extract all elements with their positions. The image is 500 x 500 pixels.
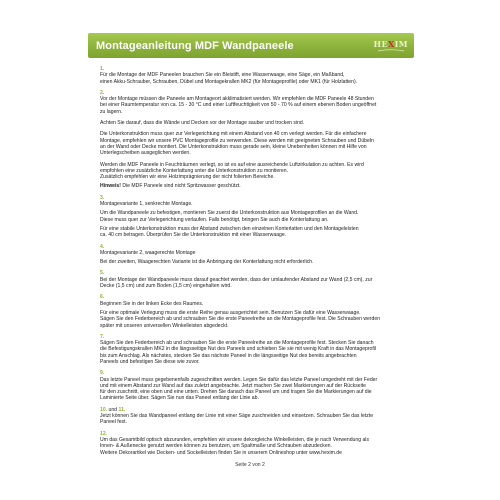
step-3-line: ca. 40 cm betragen. Überprüfen Sie die Unterkonstruktion mit einer Wasserwaage. xyxy=(100,232,287,239)
substructure-line: Unterlegscheiben ausgeglichen werden. xyxy=(100,150,191,157)
step-6-line: später mit unseren universellen Winkelleisten abgedeckt. xyxy=(100,322,229,329)
step-3-line: Für eine stabile Unterkonstruktion muss der Abstand zwischen den einzelnen Konterlatten und den Montageleisten xyxy=(100,225,359,232)
step-6-line: Sägen Sie den Federbereich ab und schrauben Sie die erste Paneelreihe an die Montageprofile fest. Die Schrauben werden xyxy=(100,316,381,323)
step-9-line: und mit einem Abstand zur Wand auf das zuletzt angebrachte. Jetzt machen Sie zwei Markierungen auf der Rückseite xyxy=(100,382,366,389)
document-title: Montageanleitung MDF Wandpaneele xyxy=(96,39,294,52)
step-6-line: Für eine optimale Verlegung muss die erste Reihe genau ausgerichtet sein. Benutzen Sie dafür eine Wasserwaage. xyxy=(100,309,361,316)
step-7-line: Sägen Sie den Federbereich ab und schrauben Sie die erste Paneelreihe an die Montageprofile fest. Stecken Sie danach xyxy=(100,340,374,347)
step-4-line: Bei der zweiten, Waagerechten Variante ist die Anbringung der Konterlattung nicht erforderlich. xyxy=(100,259,314,266)
logo-swoosh-icon xyxy=(377,49,405,52)
substructure-line: Montage, empfehlen wir unsere PVC Montageprofile zu verwenden. Diese werden mit geeigneten Schrauben und Dübeln xyxy=(100,137,374,144)
surface-note: Achten Sie darauf, dass die Wände und Decken vor der Montage sauber und trocken sind. xyxy=(100,120,305,127)
step-3-line: Um die Wandpaneele zu befestigen, montieren Sie zuerst die Unterkonstruktion aus Montageprofilen an die Wand. xyxy=(100,210,359,217)
hint-text: Die MDF Paneele sind nicht Spritzwasser geschützt. xyxy=(120,183,241,190)
step-6-line: Beginnen Sie in der linken Ecke des Raumes. xyxy=(100,300,204,307)
step-9-line: für den zuschnitt, eine oben und eine unten. Drehen Sie danach das Paneel um und tragen Sie die Markierungen auf die xyxy=(100,389,372,396)
step-5-line: Bei der Montage der Wandpaneele muss darauf geachtet werden, dass der umlaufender Abstand zur Wand (2,5 cm), zur xyxy=(100,276,373,283)
step-1-line: einen Akku-Schrauber, Schrauben, Dübel und Montagekrallen MK2 (für Montageprofile) oder MK1 (für Holzlatten). xyxy=(100,78,358,85)
step-9-line: Laminierte Seite über. Sägen Sie nun das Paneel entlang der Linie ab. xyxy=(100,395,259,402)
step-number-7: 7. xyxy=(100,333,105,340)
step-2-line: bei einer Raumtemperatur von ca. 15 - 30 °C und einer Luftfeuchtigkeit von 50 - 70 % auf einem ebenen Boden ungeöffnet xyxy=(100,102,377,109)
step-number-10-11: 10. und 11. xyxy=(100,406,126,413)
step-number-5: 5. xyxy=(100,270,105,277)
step-number-4: 4. xyxy=(100,243,105,250)
step-12-line: Weitere Dekorartikel wie Decken- und Sockelleisten finden Sie in unserem Onlineshop unter www.hexim.de xyxy=(100,449,342,456)
step-12-line: Innen- & Außenecke genutzt werden können zu benutzen, um Spaltmaße und Schrauben abzudecken. xyxy=(100,443,332,450)
step-4-title: Montagevariante 2, waagerechte Montage xyxy=(100,249,196,256)
step-number-3: 3. xyxy=(100,194,105,201)
instructions-body xyxy=(100,66,402,456)
wet-room-line: Zusätzlich empfehlen wir eine Holzimprägnierung der nicht folierten Bereiche. xyxy=(100,174,275,181)
step-7-line: Paneels und befestigen Sie diese wie zuvor. xyxy=(100,358,200,365)
wet-room-line: empfohlen eine zusätzliche Konterlattung unter die Unterkonstruktion zu montieren. xyxy=(100,167,289,174)
step-1-line: Für die Montage der MDF Paneelen brauchen Sie ein Bleistift, eine Wasserwaage, eine Säge, ein Maßband, xyxy=(100,72,345,79)
step-number-6: 6. xyxy=(100,294,105,301)
step-10-line: Jetzt können Sie das Wandpaneel entlang der Linie mit einer Säge zuschneiden und einsetzen. Schrauben Sie das letzte xyxy=(100,413,374,420)
page-number: Seite 2 von 2 xyxy=(235,462,265,468)
step-7-line: bis zum Anschlag. Als nächstes, stecken Sie das nächste Paneel in die längsseitige Nut des bereits angebrachten xyxy=(100,352,357,359)
step-2-line: zu lagern. xyxy=(100,108,123,115)
hint-label: Hinweis! xyxy=(100,183,121,190)
step-7-line: die Befestigungskrallen MK2 in die längsseitige Nut des Paneels und schieben Sie sie mit wenig Kraft in das Montageprofil xyxy=(100,346,377,353)
step-5-line: Decke (1,5 cm) und zum Boden (1,5 cm) eingehalten wird. xyxy=(100,283,232,290)
step-9-line: Das letzte Paneel muss gegebenenfalls zugeschnitten werden. Legen Sie dafür das letzte Paneel umgedreht mit der Feder xyxy=(100,376,378,383)
substructure-line: an der Wand oder Decke montiert. Die Unterkonstruktion muss gerade sein, kleine Unebenheiten können mit Hilfe von xyxy=(100,143,367,150)
step-3-line: Diese muss quer zur Verlegerichtung verlaufen. Falls benötigt, bringen Sie auch die Konterlattung an. xyxy=(100,216,329,223)
step-2-line: Vor der Montage müssen die Paneele am Montageort akklimatisiert werden. Wir empfehlen die MDF Paneele 48 Stunden xyxy=(100,96,374,103)
step-12-line: Um das Gesamtbild optisch abzurunden, empfehlen wir unsere dekorgleiche Winkelleisten, die je nach Verwendung als xyxy=(100,436,369,443)
title-banner xyxy=(88,33,414,58)
step-number-12: 12. xyxy=(100,430,108,437)
hexim-logo: HEXIM xyxy=(374,40,408,52)
step-number-9: 9. xyxy=(100,370,105,377)
step-number-1: 1. xyxy=(100,66,105,72)
wet-room-line: Werden die MDF Paneele in Feuchträumen verlegt, so ist es auf eine ausreichende Luftzirkulation zu achten. Es wird xyxy=(100,161,364,168)
substructure-line: Die Unterkonstruktion muss quer zur Verlegerichtung mit einem Abstand von 40 cm verlegt werden. Für die einfachere xyxy=(100,131,367,138)
step-number-2: 2. xyxy=(100,89,105,96)
step-3-title: Montagevariante 1, senkrechte Montage. xyxy=(100,201,193,208)
step-10-line: Paneel fest. xyxy=(100,419,127,426)
